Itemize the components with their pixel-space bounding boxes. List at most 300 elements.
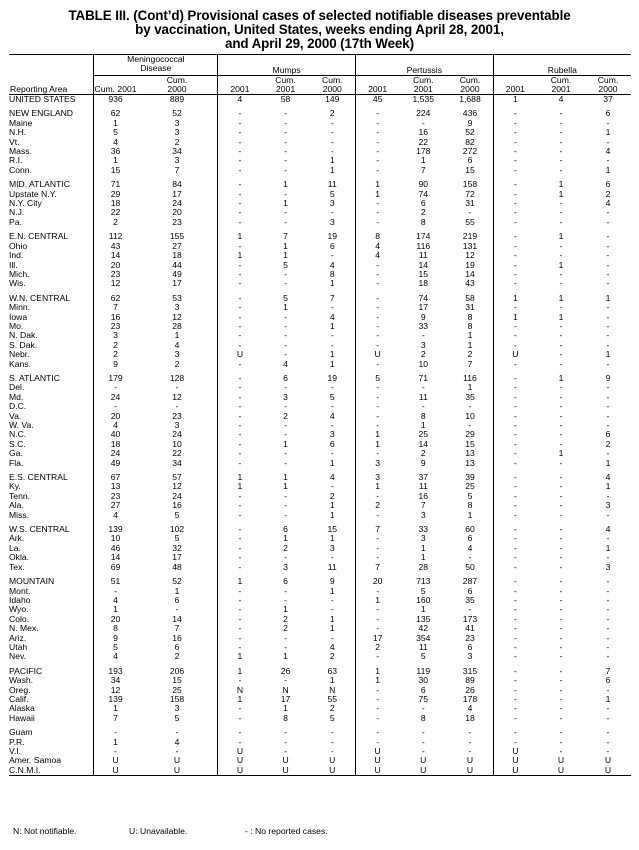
value-cell: - (606, 623, 610, 634)
value-cell: - (355, 109, 399, 118)
value-cell: 2 (283, 613, 288, 624)
value-cell: 178 (416, 146, 431, 157)
value-cell: - (284, 268, 287, 279)
value-cell: 5 (94, 128, 137, 137)
value-cell: 24 (172, 490, 182, 501)
value-cell: 22 (172, 448, 182, 459)
value-cell: 82 (465, 136, 475, 147)
value-cell: - (493, 156, 537, 165)
value-cell: 16 (418, 490, 429, 501)
value-cell: 119 (416, 665, 431, 676)
value-cell: 2 (94, 341, 137, 350)
value-cell: - (606, 231, 610, 242)
value-cell: - (284, 330, 287, 341)
table-row (9, 360, 631, 369)
table-row (9, 695, 631, 704)
value-cell: 7 (467, 358, 473, 369)
value-cell: 1 (605, 127, 611, 138)
value-cell: - (330, 448, 334, 459)
value-cell: - (355, 544, 399, 553)
value-cell: 6 (467, 585, 473, 596)
value-cell: 1 (283, 250, 288, 261)
value-cell: - (493, 492, 537, 501)
value-cell: 3 (467, 651, 473, 662)
value-cell: 1 (355, 440, 399, 449)
value-cell: - (559, 216, 563, 227)
reporting-area-cell: Wash. (9, 675, 34, 686)
value-cell: 28 (172, 320, 182, 331)
value-cell: 1 (329, 585, 335, 596)
value-cell: 1 (605, 349, 611, 360)
value-cell: - (559, 481, 563, 492)
value-cell: - (559, 339, 563, 350)
value-cell: - (606, 155, 610, 166)
value-cell: - (559, 207, 563, 218)
table-row (9, 313, 631, 322)
value-cell: - (218, 624, 262, 633)
value-cell: 6 (605, 108, 611, 119)
value-cell: 18 (418, 278, 429, 289)
value-cell: 4 (283, 358, 288, 369)
value-cell: - (493, 374, 537, 383)
value-cell: - (330, 207, 334, 218)
value-cell: 1 (283, 604, 288, 615)
reporting-area-cell: N. Dak. (9, 330, 38, 341)
value-cell: 8 (467, 311, 473, 322)
value-cell: 24 (172, 198, 182, 209)
value-cell: 32 (172, 542, 182, 553)
value-cell: 90 (418, 179, 429, 190)
value-cell: 2 (355, 501, 399, 510)
value-cell: - (284, 320, 287, 331)
value-cell: 8 (355, 232, 399, 241)
reporting-area-cell: Ga. (9, 448, 23, 459)
value-cell: - (493, 270, 537, 279)
value-cell: 4 (174, 736, 180, 747)
value-cell: - (218, 208, 262, 217)
value-cell: 174 (416, 231, 431, 242)
table-row (9, 350, 631, 359)
value-cell: 60 (465, 524, 475, 535)
value-cell: 11 (327, 561, 337, 572)
table-row (9, 190, 631, 199)
value-cell: U (218, 747, 262, 756)
table-row (9, 199, 631, 208)
value-cell: - (355, 652, 399, 661)
value-cell: 12 (172, 311, 182, 322)
value-cell: 224 (416, 108, 431, 119)
value-cell: - (218, 449, 262, 458)
reporting-area-cell: Tenn. (9, 490, 31, 501)
value-cell: - (559, 746, 563, 756)
value-cell: U (137, 766, 218, 776)
value-cell: 1 (558, 292, 564, 303)
value-cell: - (94, 383, 137, 392)
value-cell: - (218, 270, 262, 279)
value-cell: - (493, 383, 537, 392)
table-row (9, 756, 631, 765)
reporting-area-cell: Amer. Samoa (9, 755, 62, 766)
value-cell: 3 (174, 155, 180, 166)
value-cell: - (284, 216, 287, 227)
value-cell: 3 (174, 127, 180, 138)
value-cell: 7 (174, 164, 180, 175)
table-row (9, 402, 631, 411)
value-cell: 315 (462, 665, 478, 676)
value-cell: U (310, 766, 356, 776)
value-cell: 1 (329, 623, 335, 634)
group-meningococcal: Meningococcal Disease (94, 55, 218, 76)
value-cell: - (559, 391, 563, 402)
value-cell: - (606, 136, 610, 147)
table-row (9, 270, 631, 279)
value-cell: - (355, 695, 399, 704)
group-pertussis: Pertussis (355, 55, 493, 76)
value-cell: - (218, 119, 262, 128)
value-cell: 13 (465, 448, 475, 459)
value-cell: - (559, 533, 563, 544)
value-cell: - (559, 712, 563, 723)
value-cell: 7 (605, 665, 611, 676)
value-cell: - (218, 511, 262, 520)
reporting-area-cell: Fla. (9, 457, 24, 468)
value-cell: - (606, 410, 610, 421)
table-row (9, 279, 631, 288)
value-cell: - (218, 605, 262, 614)
value-cell: 18 (465, 712, 475, 723)
value-cell: - (355, 138, 399, 147)
value-cell: - (493, 402, 537, 411)
value-cell: 4 (605, 146, 611, 157)
value-cell: - (493, 360, 537, 369)
value-cell: - (218, 459, 262, 468)
value-cell: - (218, 596, 262, 605)
value-cell: - (493, 686, 537, 695)
value-cell: 24 (94, 449, 137, 458)
value-cell: - (559, 542, 563, 553)
value-cell: - (493, 667, 537, 676)
value-cell: - (355, 218, 399, 227)
reporting-area-cell: Ariz. (9, 632, 27, 643)
value-cell: 1 (355, 190, 399, 199)
value-cell: 58 (465, 292, 475, 303)
value-cell: - (606, 311, 610, 322)
value-cell: - (493, 634, 537, 643)
value-cell: - (559, 358, 563, 369)
value-cell: - (559, 585, 563, 596)
value-cell: 20 (94, 615, 137, 624)
value-cell: U (94, 766, 137, 776)
value-cell: 1 (283, 703, 288, 714)
value-cell: 5 (329, 391, 335, 402)
value-cell: 9 (420, 457, 426, 468)
value-cell: 44 (172, 259, 182, 270)
value-cell: - (493, 322, 537, 331)
value-cell: - (218, 544, 262, 553)
value-cell: 1 (605, 292, 611, 303)
value-cell: - (330, 727, 334, 738)
value-cell: 52 (465, 127, 475, 138)
value-cell: 8 (467, 320, 473, 331)
value-cell: - (559, 509, 563, 520)
value-cell: - (606, 641, 610, 652)
value-cell: 178 (462, 693, 478, 704)
group-mumps: Mumps (218, 55, 356, 76)
value-cell: 18 (94, 440, 137, 449)
value-cell: - (559, 684, 563, 695)
value-cell: - (559, 136, 563, 147)
value-cell: 3 (355, 473, 399, 482)
value-cell: - (493, 473, 537, 482)
value-cell: U (173, 755, 181, 766)
value-cell: 1 (329, 278, 335, 289)
value-cell: - (355, 511, 399, 520)
value-cell: - (330, 604, 334, 615)
value-cell: 1 (283, 179, 288, 190)
value-cell: 15 (94, 166, 137, 175)
value-cell: U (262, 766, 310, 776)
table-row (9, 525, 631, 534)
table-row (9, 95, 631, 105)
value-cell: 7 (283, 231, 288, 242)
value-cell: - (355, 393, 399, 402)
reporting-area-cell: C.N.M.I. (9, 766, 94, 776)
table-row (9, 747, 631, 756)
value-cell: - (493, 341, 537, 350)
value-cell: 3 (420, 509, 426, 520)
value-cell: - (559, 552, 563, 563)
table-row (9, 156, 631, 165)
value-cell: 20 (355, 577, 399, 586)
table-body (9, 95, 631, 776)
value-cell: - (284, 736, 287, 747)
value-cell: 11 (418, 391, 428, 402)
value-cell: 4 (94, 138, 137, 147)
value-cell: 14 (418, 259, 429, 270)
value-cell: - (493, 511, 537, 520)
value-cell: - (355, 128, 399, 137)
reporting-area-cell: Idaho (9, 594, 31, 605)
col-header: Cum. 2000 (585, 76, 631, 95)
value-cell: - (493, 525, 537, 534)
value-cell: - (284, 675, 287, 686)
value-cell: - (355, 704, 399, 713)
col-header: 2001 (218, 76, 262, 95)
value-cell: - (330, 382, 334, 393)
value-cell: - (493, 605, 537, 614)
value-cell: - (559, 594, 563, 605)
value-cell: 14 (418, 438, 429, 449)
value-cell: - (421, 736, 425, 747)
reporting-area-cell: P.R. (9, 736, 25, 747)
value-cell: - (330, 736, 334, 747)
reporting-area-cell: Ark. (9, 533, 25, 544)
value-cell: 1 (558, 311, 564, 322)
value-cell: 219 (462, 231, 478, 242)
value-cell: 15 (172, 675, 182, 686)
value-cell: - (606, 320, 610, 331)
value-cell: 49 (94, 459, 137, 468)
value-cell: 16 (94, 313, 137, 322)
value-cell: - (355, 402, 399, 411)
value-cell: - (468, 727, 472, 738)
value-cell: 1 (94, 738, 137, 747)
table-row (9, 511, 631, 520)
table-row (9, 383, 631, 392)
table-row (9, 119, 631, 128)
value-cell: 17 (172, 552, 182, 563)
reporting-area-cell: UNITED STATES (9, 94, 76, 104)
reporting-area-cell: La. (9, 542, 21, 553)
value-cell: 2 (420, 448, 426, 459)
value-cell: - (284, 746, 287, 756)
value-cell: U (493, 756, 537, 765)
reporting-area-cell: E.N. CENTRAL (9, 231, 69, 242)
value-cell: 102 (169, 524, 185, 535)
value-cell: U (399, 766, 447, 776)
value-cell: - (606, 613, 610, 624)
value-cell: 17 (355, 634, 399, 643)
value-cell: 4 (329, 311, 335, 322)
value-cell: - (284, 117, 287, 128)
value-cell: 7 (355, 525, 399, 534)
table-row (9, 421, 631, 430)
table-row (9, 686, 631, 695)
col-header: Cum. 2001 (537, 76, 585, 95)
value-cell: 5 (283, 259, 288, 270)
table-row (9, 430, 631, 439)
value-cell: 3 (329, 198, 335, 209)
value-cell: - (606, 391, 610, 402)
value-cell: 1 (218, 473, 262, 482)
value-cell: - (493, 615, 537, 624)
value-cell: 15 (465, 438, 475, 449)
value-cell: 272 (462, 146, 478, 157)
value-cell: 3 (174, 349, 180, 360)
table-row (9, 242, 631, 251)
value-cell: 14 (94, 251, 137, 260)
value-cell: - (175, 604, 179, 615)
reporting-area-cell: Nebr. (9, 349, 30, 360)
value-cell: 160 (416, 594, 431, 605)
value-cell: - (606, 632, 610, 643)
value-cell: 1 (94, 704, 137, 713)
value-cell: 206 (169, 665, 185, 676)
value-cell: - (355, 714, 399, 723)
table-row (9, 676, 631, 685)
value-cell: 1 (420, 155, 426, 166)
value-cell: 2 (329, 703, 335, 714)
footnote-n: N: Not notifiable. (13, 826, 77, 836)
value-cell: U (282, 755, 289, 766)
value-cell: - (606, 509, 610, 520)
reporting-area-cell: NEW ENGLAND (9, 108, 73, 119)
value-cell: - (559, 198, 563, 209)
value-cell: - (493, 261, 537, 270)
reporting-area-cell: W.S. CENTRAL (9, 524, 70, 535)
value-cell: 11 (418, 641, 428, 652)
value-cell: 179 (94, 374, 137, 383)
value-cell: - (493, 430, 537, 439)
value-cell: - (493, 501, 537, 510)
col-header: Cum. 2000 (447, 76, 493, 95)
value-cell: 9 (605, 372, 611, 383)
value-cell: 11 (418, 250, 428, 261)
value-cell: 1 (355, 676, 399, 685)
value-cell: 1 (558, 372, 564, 383)
value-cell: - (218, 341, 262, 350)
value-cell: 3 (174, 117, 180, 128)
value-cell: 9 (467, 117, 473, 128)
value-cell: - (606, 358, 610, 369)
value-cell: - (218, 402, 262, 411)
value-cell: U (493, 350, 537, 359)
table-row (9, 587, 631, 596)
value-cell: 53 (172, 292, 182, 303)
title-line-3: and April 29, 2000 (17th Week) (224, 36, 414, 51)
value-cell: - (218, 440, 262, 449)
value-cell: 4 (94, 652, 137, 661)
value-cell: - (330, 136, 334, 147)
value-cell: 5 (329, 712, 335, 723)
value-cell: - (559, 401, 563, 412)
value-cell: 23 (94, 492, 137, 501)
value-cell: N (282, 684, 289, 695)
value-cell: N (218, 686, 262, 695)
reporting-area-cell: MID. ATLANTIC (9, 179, 70, 190)
value-cell: 18 (172, 250, 182, 261)
reporting-area-cell: Maine (9, 117, 33, 128)
value-cell: 8 (283, 712, 288, 723)
value-cell: 2 (605, 438, 611, 449)
value-cell: U (447, 766, 493, 776)
reporting-area-cell: Mass. (9, 146, 32, 157)
table-row (9, 218, 631, 227)
value-cell: 1 (605, 457, 611, 468)
value-cell: 22 (94, 208, 137, 217)
value-cell: 1 (218, 695, 262, 704)
value-cell: 34 (94, 676, 137, 685)
value-cell: - (468, 736, 472, 747)
column-header-row (9, 76, 631, 95)
value-cell: 40 (94, 430, 137, 439)
value-cell: 25 (172, 684, 182, 695)
value-cell: 7 (174, 623, 180, 634)
value-cell: 12 (172, 391, 182, 402)
value-cell: 33 (418, 524, 429, 535)
value-cell: - (284, 278, 287, 289)
value-cell: 6 (329, 240, 335, 251)
value-cell: 1 (558, 259, 564, 270)
value-cell: - (493, 577, 537, 586)
value-cell: 20 (172, 207, 182, 218)
value-cell: - (218, 534, 262, 543)
value-cell: - (559, 736, 563, 747)
value-cell: - (218, 728, 262, 737)
value-cell: - (330, 401, 334, 412)
value-cell: - (493, 331, 537, 340)
value-cell: 69 (94, 563, 137, 572)
value-cell: 4 (355, 251, 399, 260)
value-cell: - (284, 349, 287, 360)
value-cell: 128 (169, 372, 185, 383)
value-cell: 84 (172, 179, 182, 190)
value-cell: - (493, 412, 537, 421)
value-cell: - (493, 587, 537, 596)
value-cell: 42 (418, 623, 429, 634)
reporting-area-cell: Ky. (9, 481, 21, 492)
value-cell: 17 (172, 188, 182, 199)
